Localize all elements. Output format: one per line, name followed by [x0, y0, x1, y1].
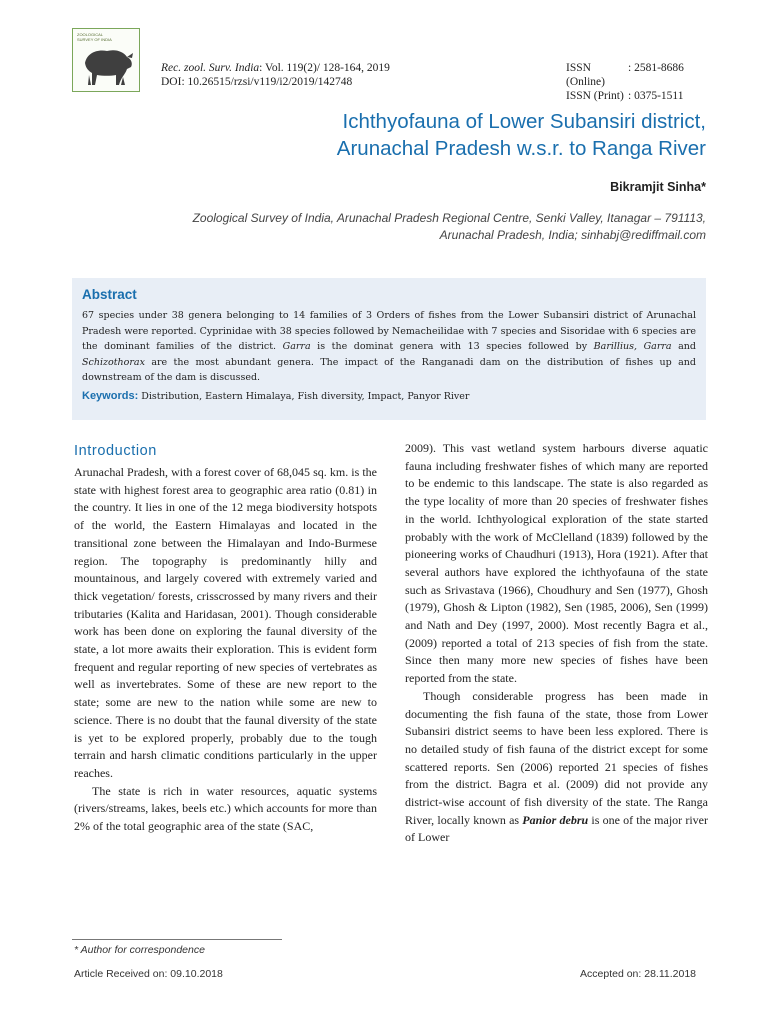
- title-line-2: Arunachal Pradesh w.s.r. to Ranga River: [336, 137, 706, 160]
- bison-logo-icon: [77, 41, 137, 89]
- article-title: [146, 108, 706, 162]
- body-paragraph: 2009). This vast wetland system harbours diverse aquatic fauna including freshwater fishes of which many are reported to be endemic to this landscape. The state is also regarded as the type locality of more than 20 species of freshwater fishes in the world. Ichthyological exploration of the state started probably with the work of McClelland (1839) followed by the pioneering works of Chaudhuri (1913), Hora (1921). After that several authors have explored the ichthyofauna of the state such as Srivastava (1966), Choudhury and Sen (1977), Ghosh (1979), Ghosh & Lipton (1982), Sen (1985, 2006), Sen (1999) and Nath and Dey (1997, 2000). Most recently Bagra et al., (2009) reported a total of 213 species of fish from the state. Since then many more new species of fishes have been reported from the state.: [405, 441, 708, 686]
- footnote-divider: [72, 939, 282, 940]
- body-paragraph: [405, 688, 708, 847]
- journal-citation: [161, 61, 390, 89]
- zsi-logo: [72, 28, 140, 92]
- local-river-name: Panior debru: [522, 812, 589, 827]
- abstract-heading: Abstract: [82, 287, 137, 302]
- abstract-part: and: [671, 341, 697, 352]
- doi: DOI: 10.26515/rzsi/v119/i2/2019/142748: [161, 76, 353, 88]
- keywords-text: Distribution, Eastern Himalaya, Fish diversity, Impact, Panyor River: [138, 390, 470, 402]
- issn-print-label: ISSN (Print): [566, 90, 624, 102]
- issn-block: [566, 61, 684, 103]
- issn-online-label: ISSN (Online): [566, 62, 605, 88]
- affiliation-line-2: Arunachal Pradesh, India; sinhabj@rediffmail.com: [439, 228, 706, 242]
- keywords-label: Keywords:: [82, 389, 139, 402]
- body-text: is one of the major river of Lower: [405, 812, 709, 845]
- abstract-part: 67 species under 38 genera belonging to 14 families of 3 Orders of fishes from the Lower Subansiri district of Arunachal Pradesh were reported. Cyprinidae with 38 species followed by Nemacheilidae with 7 species and Sisoridae with 6 species are the dominant families of the district.: [82, 310, 696, 352]
- abstract-genus: Schizothorax: [82, 356, 145, 368]
- body-paragraph: Arunachal Pradesh, with a forest cover of 68,045 sq. km. is the state with highest forest area to geographic area ratio (0.81) in the country. It lies in one of the 12 mega biodiversity hotspots of the world, the Eastern Himalayas and located in the transitional zone between the Himalayan and Indo-Burmese region. The topography is predominantly hilly and mountainous, and largely covered with extremely varied and thick vegetation/ forests, crisscrossed by many rivers and their tributaries (Kalita and Haridasan, 2001). Though considerable work has been done on exploring the faunal diversity of the state, a lot more awaits their exploration. This is evident form frequent and regular reporting of new species of vertebrates as well as invertebrates. Some of these are new report to the state; some are new to the nation while some are new to science. There is no doubt that the faunal diversity of the state is yet to be explored properly, probably due to the tough terrain and harsh climatic conditions particularly in the upper reaches.: [74, 465, 377, 780]
- keywords: [82, 389, 696, 404]
- journal-name: Rec. zool. Surv. India: [161, 62, 260, 74]
- abstract-text: [82, 308, 696, 386]
- issn-print-value: : 0375-1511: [628, 90, 684, 102]
- body-column-right: [405, 440, 708, 847]
- introduction-heading: Introduction: [74, 443, 157, 459]
- abstract-part: are the most abundant genera. The impact of the Ranganadi dam on the distribution of fishes up and downstream of the dam is discussed.: [82, 356, 696, 383]
- abstract-part: is the dominat genera with 13 species followed by: [310, 341, 594, 352]
- abstract-box: [72, 278, 706, 420]
- author-affiliation: [146, 210, 706, 244]
- body-column-left: [74, 440, 377, 836]
- body-text: Though considerable progress has been made in documenting the fish fauna of the state, those from Lower Subansiri district seems to have been less explored. There is no detailed study of fish fauna of the district except for some scattered reports. Sen (2006) reported 21 species of fishes from the district. Bagra et al. (2009) did not provide any district-wise account of fish diversity of the state. The Ranga River, locally known as: [405, 688, 708, 827]
- issn-online-value: : 2581-8686: [628, 62, 684, 74]
- abstract-genus: Barillius, Garra: [593, 341, 672, 352]
- journal-volume: : Vol. 119(2)/ 128-164, 2019: [259, 62, 390, 74]
- affiliation-line-1: Zoological Survey of India, Arunachal Pradesh Regional Centre, Senki Valley, Itanagar – 791113,: [192, 211, 706, 225]
- correspondence-note: * Author for correspondence: [74, 944, 205, 956]
- logo-text: ZOOLOGICAL SURVEY OF INDIA: [77, 32, 112, 42]
- received-date: Article Received on: 09.10.2018: [74, 968, 223, 980]
- author-name: Bikramjit Sinha*: [610, 180, 706, 194]
- body-paragraph: The state is rich in water resources, aquatic systems (rivers/streams, lakes, beels etc.) which accounts for more than 2% of the total geographic area of the state (SAC,: [74, 783, 377, 834]
- accepted-date: Accepted on: 28.11.2018: [580, 968, 696, 980]
- title-line-1: Ichthyofauna of Lower Subansiri district,: [342, 110, 706, 133]
- abstract-genus: Garra: [282, 341, 311, 352]
